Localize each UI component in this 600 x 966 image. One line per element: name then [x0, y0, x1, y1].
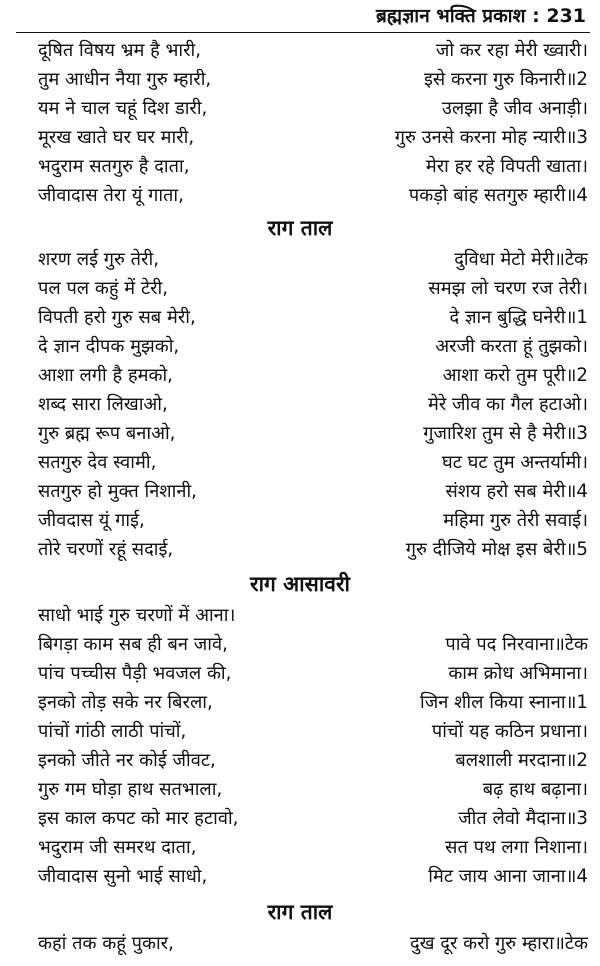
verse-half: आशा करो तुम पूरी॥2 — [442, 365, 588, 386]
verse-half: तुम आधीन नैया गुरु म्हारी, — [38, 69, 212, 90]
verse-half: पांचों गांठी लाठी पांचों, — [38, 721, 187, 742]
verse-line — [38, 274, 588, 303]
verse-half: विपती हरो गुरु सब मेरी, — [38, 307, 196, 328]
verse-line — [38, 390, 588, 419]
verse-half: भदुराम जी समरथ दाता, — [38, 837, 197, 858]
verse-half: जीत लेवो मैदाना॥3 — [458, 808, 588, 829]
page-header: ब्रह्मज्ञान भक्ति प्रकाश : 231 — [376, 5, 586, 27]
verse-half: समझ लो चरण रज तेरी। — [428, 278, 588, 299]
verse-half: शरण लई गुरु तेरी, — [38, 249, 159, 270]
verse-half: उलझा है जीव अनाड़ी। — [441, 98, 588, 119]
header-divider — [16, 32, 590, 33]
verse-line — [38, 181, 588, 210]
verse-half: मिट जाय आना जाना॥4 — [428, 866, 588, 887]
verse-half: काम क्रोध अभिमाना। — [448, 663, 588, 684]
verse-line — [38, 630, 588, 659]
verse-line — [38, 123, 588, 152]
verse-half: सतगुरु हो मुक्त निशानी, — [38, 481, 197, 502]
verse-half: बिगड़ा काम सब ही बन जावे, — [38, 634, 228, 655]
verse-half: अरजी करता हूं तुझको। — [435, 336, 588, 357]
section-heading: राग आसावरी — [250, 572, 350, 596]
verse-half: बढ़ हाथ बढ़ाना। — [482, 779, 588, 800]
verse-half: आशा लगी है हमको, — [38, 365, 173, 386]
verse-line — [38, 833, 588, 862]
verse-line — [38, 332, 588, 361]
verse-line — [38, 659, 588, 688]
verse-half: जीवादास तेरा यूं गाता, — [38, 185, 184, 206]
verse-line — [38, 477, 588, 506]
verse-line — [38, 929, 588, 958]
verse-line — [38, 448, 588, 477]
verse-half: बलशाली मरदाना॥2 — [455, 750, 588, 771]
verse-half: दूषित विषय भ्रम है भारी, — [38, 40, 202, 61]
verse-half: दुविधा मेटो मेरी॥टेक — [454, 249, 588, 270]
verse-half: संशय हरो सब मेरी॥4 — [445, 481, 588, 502]
verse-line — [38, 506, 588, 535]
verse-line — [38, 65, 588, 94]
verse-line — [38, 804, 588, 833]
verse-half: गुरु गम घोड़ा हाथ सतभाला, — [38, 779, 223, 800]
section-heading: राग ताल — [267, 216, 333, 240]
verse-line — [38, 361, 588, 390]
verse-half: सत पथ लगा निशाना। — [445, 837, 588, 858]
verse-line — [38, 94, 588, 123]
verse-half: पांचों यह कठिन प्रधाना। — [431, 721, 588, 742]
verse-half: पल पल कहुं में टेरी, — [38, 278, 169, 299]
verse-line — [38, 775, 588, 804]
verse-half: तोरे चरणों रहूं सदाई, — [38, 539, 174, 560]
verse-line — [38, 245, 588, 274]
verse-half: शब्द सारा लिखाओ, — [38, 394, 168, 415]
verse-line — [38, 688, 588, 717]
section-heading: राग ताल — [267, 900, 333, 924]
verse-half: इसे करना गुरु किनारी॥2 — [424, 69, 588, 90]
verse-half: जीवादास सुनो भाई साधो, — [38, 866, 208, 887]
verse-half: मूरख खाते घर घर मारी, — [38, 127, 195, 148]
verse-half: कहां तक कहूं पुकार, — [38, 933, 174, 954]
verse-half: पावे पद निरवाना॥टेक — [445, 634, 588, 655]
verse-half: गुजारिश तुम से है मेरी॥3 — [423, 423, 588, 444]
verse-half: महिमा गुरु तेरी सवाई। — [443, 510, 588, 531]
verse-half: मेरे जीव का गैल हटाओ। — [427, 394, 588, 415]
verse-line — [38, 419, 588, 448]
verse-half: इनको जीते नर कोई जीवट, — [38, 750, 216, 771]
verse-half: घट घट तुम अन्तर्यामी। — [441, 452, 588, 473]
verse-half: गुरु ब्रह्म रूप बनाओ, — [38, 423, 176, 444]
verse-intro: साधो भाई गुरु चरणों में आना। — [38, 605, 236, 626]
verse-half: जिन शील किया स्नाना॥1 — [419, 692, 588, 713]
verse-half: दुख दूर करो गुरु म्हारा॥टेक — [409, 933, 588, 954]
verse-line — [38, 717, 588, 746]
verse-line — [38, 862, 588, 891]
verse-half: सतगुरु देव स्वामी, — [38, 452, 157, 473]
verse-half: यम ने चाल चहूं दिश डारी, — [38, 98, 208, 119]
verse-half: मेरा हर रहे विपती खाता। — [425, 156, 588, 177]
verse-half: दे ज्ञान बुद्धि घनेरी॥1 — [449, 307, 588, 328]
verse-half: जो कर रहा मेरी ख्वारी। — [435, 40, 588, 61]
verse-half: पकड़ो बांह सतगुरु म्हारी॥4 — [408, 185, 588, 206]
verse-half: इनको तोड़ सके नर बिरला, — [38, 692, 213, 713]
verse-half: गुरु दीजिये मोक्ष इस बेरी॥5 — [405, 539, 588, 560]
verse-half: इस काल कपट को मार हटावो, — [38, 808, 239, 829]
verse-line — [38, 303, 588, 332]
verse-line — [38, 36, 588, 65]
verse-line — [38, 152, 588, 181]
verse-line — [38, 746, 588, 775]
verse-half: पांच पच्चीस पैड़ी भवजल की, — [38, 663, 232, 684]
verse-half: दे ज्ञान दीपक मुझको, — [38, 336, 180, 357]
verse-half: जीवदास यूं गाई, — [38, 510, 145, 531]
verse-half: गुरु उनसे करना मोह न्यारी॥3 — [394, 127, 588, 148]
verse-line — [38, 535, 588, 564]
verse-half: भदुराम सतगुरु है दाता, — [38, 156, 190, 177]
